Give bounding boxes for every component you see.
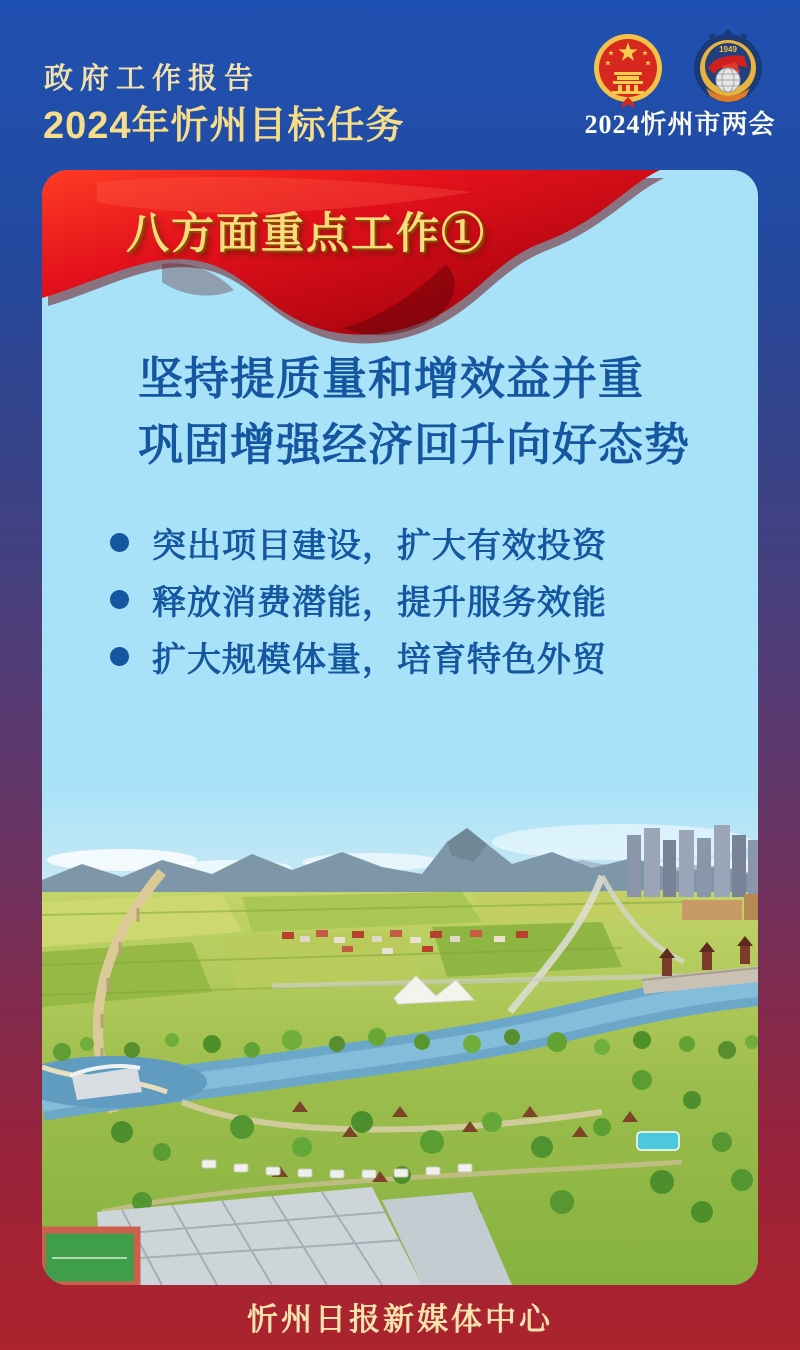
bullet-dot-icon: [110, 647, 129, 666]
key-points-list: [42, 522, 758, 693]
headline-line2: 巩固增强经济回升向好态势: [138, 419, 691, 470]
list-item: [110, 579, 758, 622]
list-item-text: 突出项目建设，扩大有效投资: [152, 526, 607, 565]
red-ribbon-banner: [42, 170, 758, 355]
aerial-landscape-photo: [42, 780, 758, 1285]
section-title: 八方面重点工作①: [126, 210, 486, 258]
headline: [42, 346, 758, 478]
publisher-credit: 忻州日报新媒体中心: [247, 1302, 553, 1337]
list-item-text: 扩大规模体量，培育特色外贸: [152, 640, 607, 679]
cppcc-emblem-icon: [692, 30, 764, 108]
list-item: [110, 522, 758, 565]
svg-text:1949: 1949: [719, 45, 737, 54]
headline-line1: 坚持提质量和增效益并重: [138, 353, 645, 404]
report-title: 政府工作报告: [44, 63, 261, 95]
content-card: [42, 170, 758, 1285]
list-item: [110, 636, 758, 679]
event-badge: 2024忻州市两会: [584, 110, 776, 139]
report-subtitle: 2024年忻州目标任务: [43, 105, 405, 147]
list-item-text: 释放消费潜能，提升服务效能: [152, 583, 607, 622]
bullet-dot-icon: [110, 590, 129, 609]
bullet-dot-icon: [110, 533, 129, 552]
sports-field: [42, 1230, 137, 1285]
swimming-pool: [637, 1132, 679, 1150]
national-emblem-icon: [592, 32, 664, 110]
